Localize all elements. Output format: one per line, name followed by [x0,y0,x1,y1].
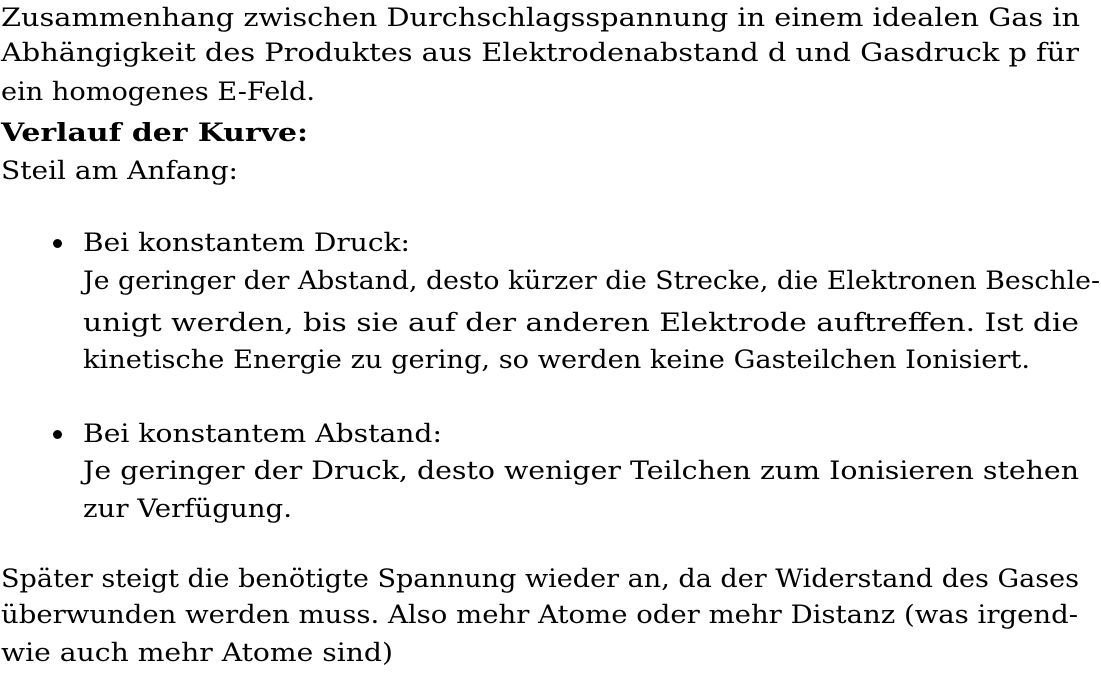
intro-line-1: Zusammenhang zwischen Durchschlagsspannung in einem idealen Gas in [1,3,1080,32]
intro-line-2: Abhängigkeit des Produktes aus Elektrodenabstand d und Gasdruck p für [1,38,1079,67]
bullet-1-line-3: kinetische Energie zu gering, so werden keine Gasteilchen Ionisiert. [83,345,1030,374]
bullet-1-line-1: Je geringer der Abstand, desto kürzer die Strecke, die Elektronen Beschle- [83,266,1100,295]
conclusion-line-3: wie auch mehr Atome sind) [1,638,393,667]
steep-intro: Steil am Anfang: [1,156,238,185]
conclusion-line-2: überwunden werden muss. Also mehr Atome oder mehr Distanz (was irgend- [1,600,1078,629]
bullet-point-2 [53,430,62,439]
section-heading: Verlauf der Kurve: [1,118,308,147]
bullet-1-title: Bei konstantem Druck: [83,228,410,257]
bullet-2-title: Bei konstantem Abstand: [83,419,442,448]
bullet-2-line-1: Je geringer der Druck, desto weniger Teilchen zum Ionisieren stehen [83,456,1079,485]
bullet-point-1 [53,239,62,248]
bullet-1-line-2: unigt werden, bis sie auf der anderen Elektrode auftreffen. Ist die [83,308,1079,337]
conclusion-line-1: Später steigt die benötigte Spannung wieder an, da der Widerstand des Gases [1,564,1079,593]
bullet-2-line-2: zur Verfügung. [83,494,292,523]
intro-line-3: ein homogenes E-Feld. [1,77,315,106]
